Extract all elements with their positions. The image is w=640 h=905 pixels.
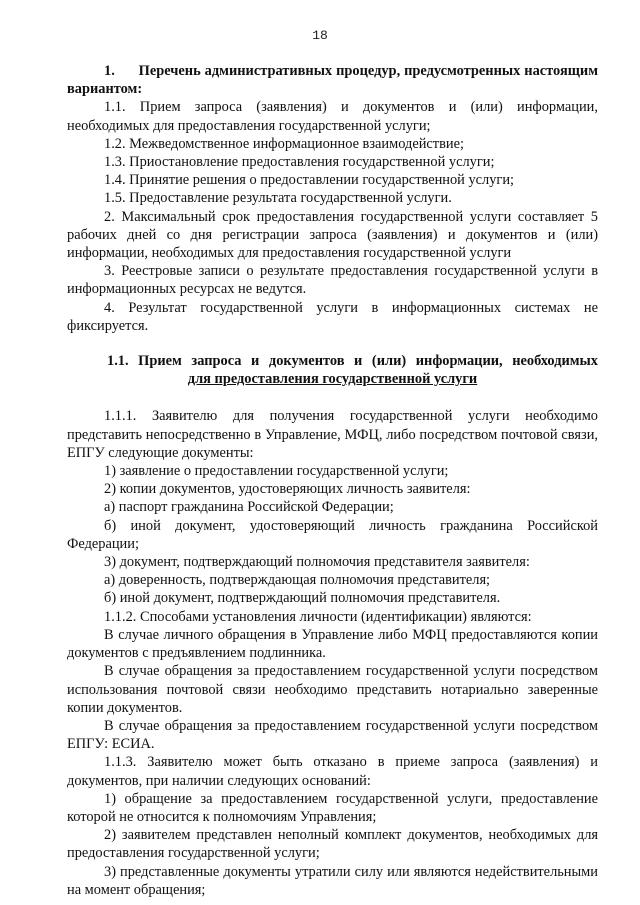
subsection-heading-line: для предоставления государственной услуги — [187, 371, 478, 388]
paragraph-1-1-3: 1.1.3. Заявителю может быть отказано в приеме запроса (заявления) и документов, при наличии следующих оснований: — [67, 754, 598, 789]
paragraph-1-1-2: 1.1.2. Способами установления личности (идентификации) являются: — [104, 608, 532, 625]
section-heading — [67, 62, 598, 98]
procedure-item: 1.5. Предоставление результата государственной услуги. — [104, 190, 452, 207]
subsection-heading-line: 1.1. Прием запроса и документов и (или) информации, необходимых — [107, 353, 598, 370]
procedure-item: 1.3. Приостановление предоставления государственной услуги; — [104, 154, 495, 171]
refusal-reason: 3) представленные документы утратили силу или являются недействительными на момент обращения; — [67, 863, 598, 898]
procedure-item: 1.2. Межведомственное информационное взаимодействие; — [104, 135, 464, 152]
document-list-item: б) иной документ, подтверждающий полномочия представителя. — [104, 590, 501, 607]
section-heading-text: Перечень административных процедур, предусмотренных настоящим вариантом: — [67, 63, 598, 98]
refusal-reason: 1) обращение за предоставлением государственной услуги, предоставление которой не относится к полномочиям Управления; — [67, 790, 598, 825]
identification-paragraph: В случае личного обращения в Управление либо МФЦ предоставляются копии документов с предъявлением подлинника. — [67, 626, 598, 662]
paragraph-result: 4. Результат государственной услуги в информационных системах не фиксируется. — [67, 299, 598, 334]
identification-paragraph: В случае обращения за предоставлением государственной услуги посредством использования почтовой связи необходимо представить нотариально заверенные копии документов. — [67, 663, 598, 716]
document-list-item: 3) документ, подтверждающий полномочия представителя заявителя: — [104, 554, 530, 571]
paragraph-term: 2. Максимальный срок предоставления государственной услуги составляет 5 рабочих дней со дня регистрации запроса (заявления) и документов и (или) информации, необходимых для предоставления государственной услуги — [67, 208, 598, 262]
document-list-item: а) паспорт гражданина Российской Федерации; — [104, 499, 394, 516]
document-list-item: 2) копии документов, удостоверяющих личность заявителя: — [104, 481, 471, 498]
refusal-reason: 2) заявителем представлен неполный комплект документов, необходимых для предоставления государственной услуги; — [67, 827, 598, 862]
page-number: 18 — [312, 28, 328, 43]
subsection-heading — [67, 352, 598, 388]
paragraph-registry: 3. Реестровые записи о результате предоставления государственной услуги в информационных ресурсах не ведутся. — [67, 263, 598, 298]
procedure-item: 1.1. Прием запроса (заявления) и документов и (или) информации, необходимых для предоставления государственной услуги; — [67, 99, 598, 134]
document-list-item: 1) заявление о предоставлении государственной услуги; — [104, 463, 449, 480]
identification-paragraph: В случае обращения за предоставлением государственной услуги посредством ЕПГУ: ЕСИА. — [67, 717, 598, 753]
paragraph-1-1-1: 1.1.1. Заявителю для получения государственной услуги необходимо представить непосредственно в Управление, МФЦ, либо посредством почтовой связи, ЕПГУ следующие документы: — [67, 408, 598, 461]
document-list-item: а) доверенность, подтверждающая полномочия представителя; — [104, 572, 491, 589]
page-body — [67, 62, 598, 899]
section-heading-number: 1. — [104, 63, 115, 79]
procedure-item: 1.4. Принятие решения о предоставлении государственной услуги; — [104, 172, 515, 189]
document-list-item: б) иной документ, удостоверяющий личность гражданина Российской Федерации; — [67, 517, 598, 552]
